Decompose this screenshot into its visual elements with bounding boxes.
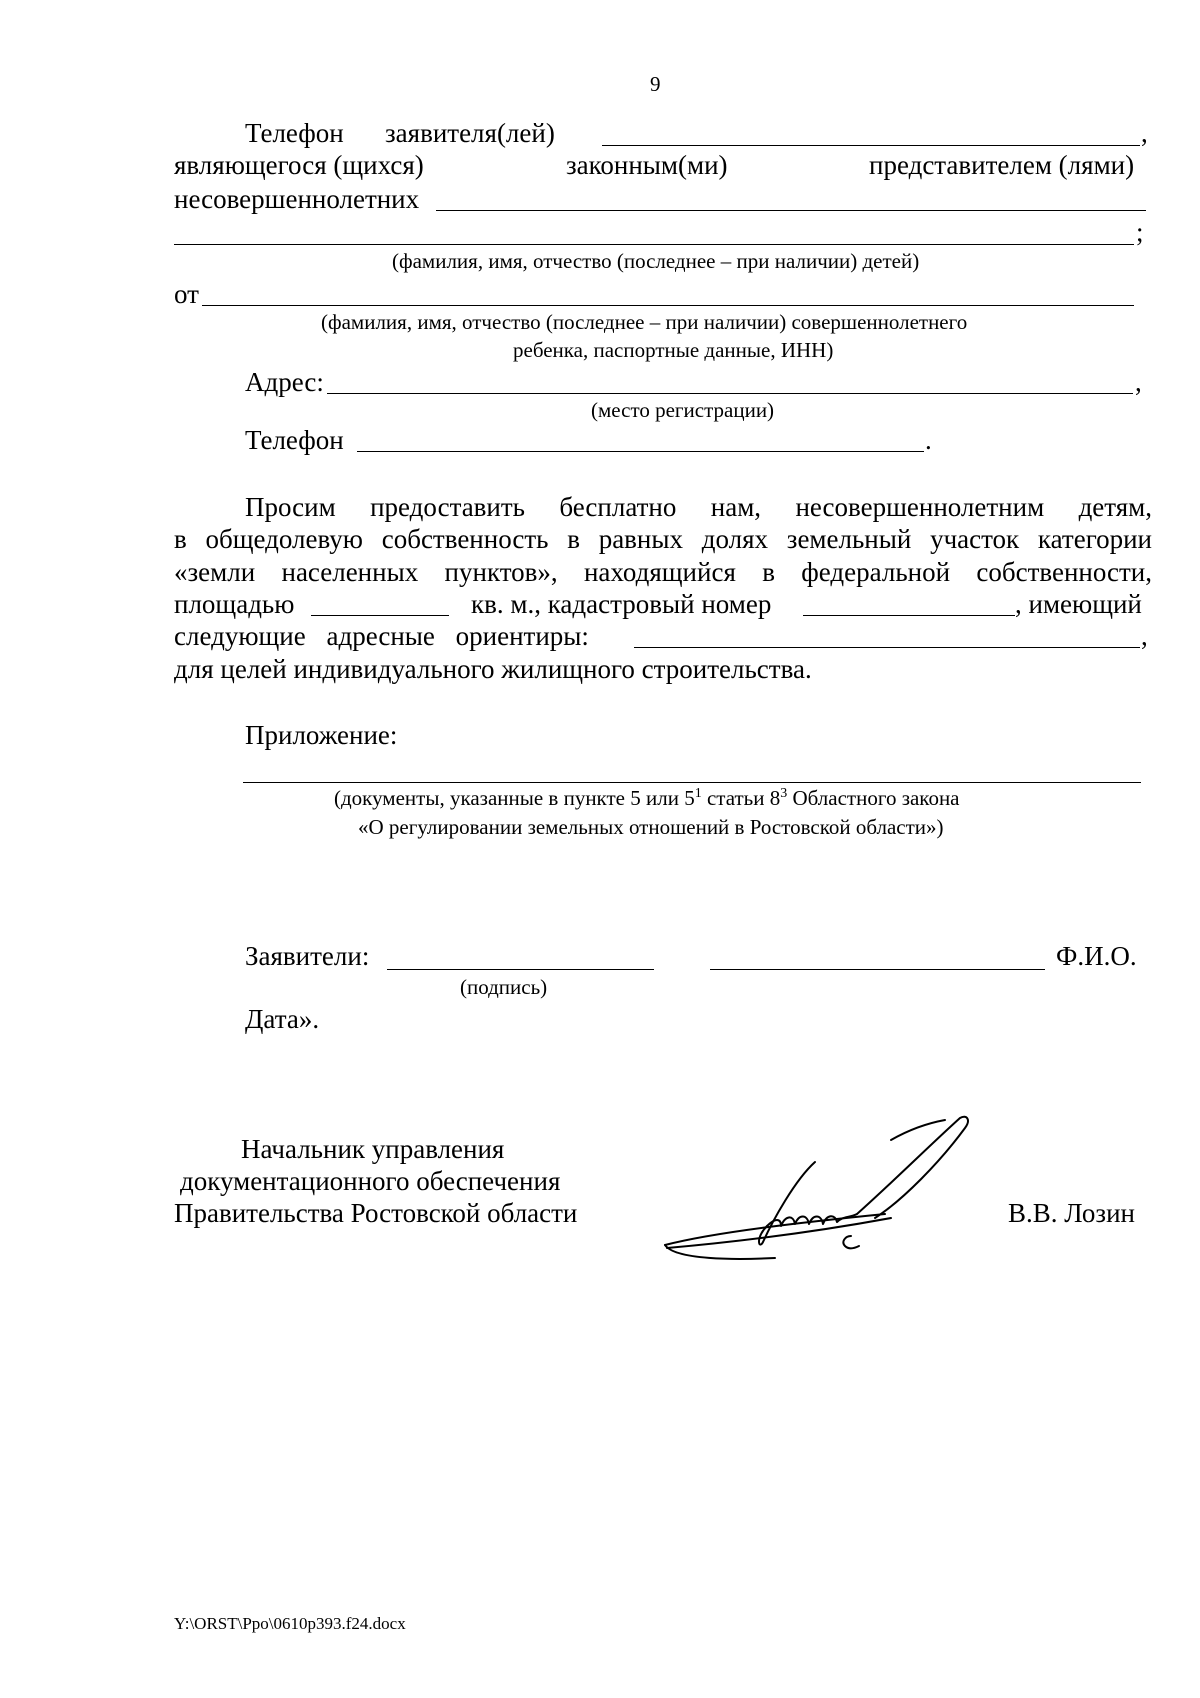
request-line-2: в общедолевую собственность в равных долях земельный участок категории [174,524,1152,554]
children-caption: (фамилия, имя, отчество (последнее – при наличии) детей) [392,249,920,273]
official-title-line-3: Правительства Ростовской области [174,1198,578,1228]
area-blank [311,615,449,616]
signature-caption: (подпись) [460,975,548,999]
address-caption: (место регистрации) [591,398,775,422]
address-landmarks-blank [634,647,1140,648]
children-names-blank [174,244,1134,245]
attachment-blank [243,782,1141,783]
phone-label: Телефон [245,118,344,148]
phone2-blank [357,451,924,452]
address-blank [327,393,1133,394]
official-name: В.В. Лозин [1008,1198,1135,1228]
comma: , [1135,367,1142,397]
official-title-line-1: Начальник управления [241,1134,505,1164]
representative-text-1: являющегося (щихся) [174,150,424,180]
having-label: , имеющий [1015,589,1142,619]
minors-blank [436,210,1146,211]
semicolon: ; [1136,217,1144,247]
minors-label: несовершеннолетних [174,184,420,214]
representative-text-2: законным(ми) [566,150,728,180]
file-path-footer: Y:\ORST\Ppo\0610p393.f24.docx [174,1614,406,1633]
attachment-caption-2: «О регулировании земельных отношений в Ростовской области») [358,815,944,839]
representative-text-3: представителем (лями) [869,150,1135,180]
date-label: Дата». [245,1004,320,1034]
phone2-label: Телефон [245,425,344,455]
fio-label: Ф.И.О. [1056,941,1137,971]
cadastral-label: кв. м., кадастровый номер [471,589,772,619]
applicant-label: заявителя(лей) [385,118,555,148]
comma: , [1141,118,1148,148]
official-title-line-2: документационного обеспечения [180,1166,561,1196]
request-line-6: для целей индивидуального жилищного строительства. [174,654,812,684]
area-label: площадью [174,589,295,619]
applicants-label: Заявители: [245,941,370,971]
address-landmarks-label: следующие адресные ориентиры: [174,621,589,651]
period: . [925,425,932,455]
adult-child-caption-1: (фамилия, имя, отчество (последнее – при наличии) совершеннолетнего [321,310,968,334]
handwritten-signature [655,1110,995,1260]
comma: , [1141,621,1148,651]
attachment-label: Приложение: [245,720,398,750]
fio-blank [710,969,1045,970]
applicant-phone-blank [602,145,1140,146]
cadastral-number-blank [803,615,1015,616]
attachment-caption-1: (документы, указанные в пункте 5 или $5^1$ статьи $8^3$ Областного закона [334,786,960,810]
request-line-1: Просим предоставить бесплатно нам, несовершеннолетним детям, [245,492,1152,522]
adult-child-caption-2: ребенка, паспортные данные, ИНН) [513,338,834,362]
from-label: от [174,279,199,309]
signature-blank [387,969,654,970]
address-label: Адрес: [245,367,324,397]
adult-child-blank [202,305,1134,306]
page-number: 9 [650,72,661,96]
request-line-3: «земли населенных пунктов», находящийся в федеральной собственности, [174,557,1152,587]
